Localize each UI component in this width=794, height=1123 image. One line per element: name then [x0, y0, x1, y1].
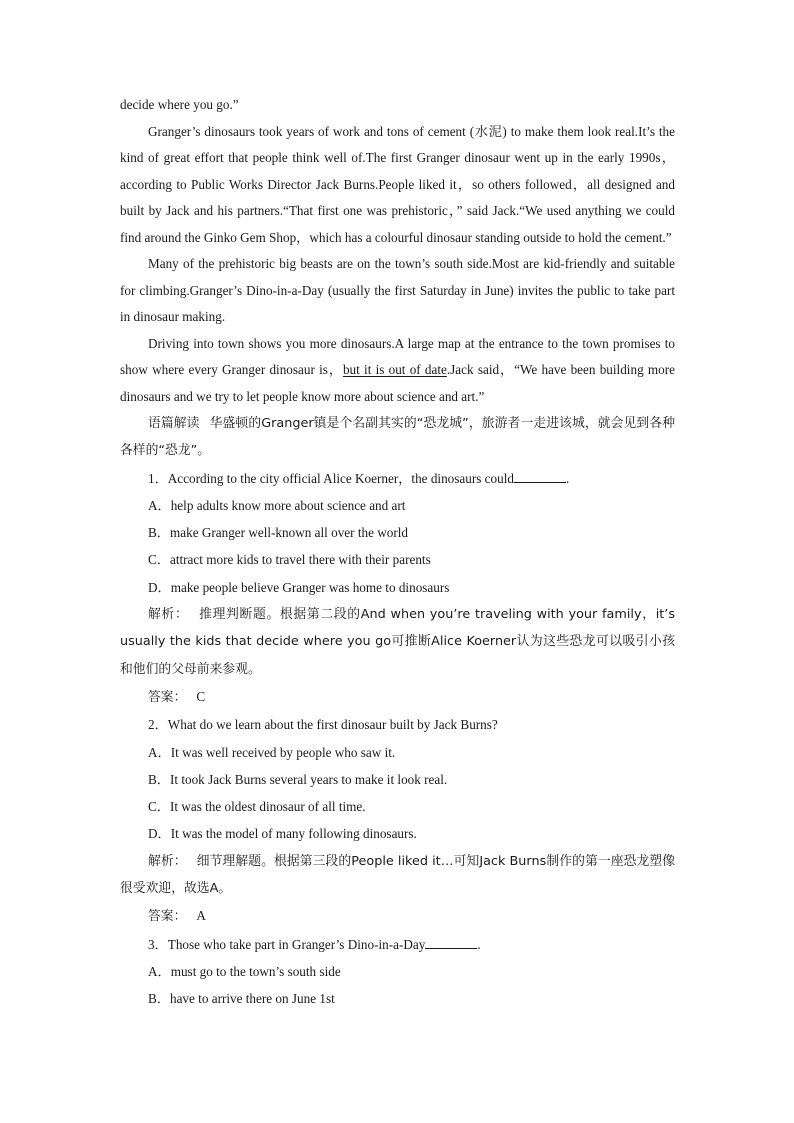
passage-paragraph-continued: decide where you go.”: [120, 97, 239, 112]
answer-blank: [514, 470, 566, 483]
answer-label: 答案：: [148, 909, 187, 925]
document-content: [120, 92, 675, 1013]
reading-summary: [120, 410, 675, 465]
question-1-option-d: D．make people believe Granger was home to dinosaurs: [148, 579, 450, 595]
question-3-option-a: A．must go to the town’s south side: [148, 963, 341, 979]
question-2-analysis: [120, 848, 675, 903]
question-3-stem: [120, 931, 675, 958]
analysis-label: 解析：: [148, 853, 187, 869]
passage-text: .Jack said，“We have been building more dinosaurs and we try to let people know more about science and art.”: [120, 362, 675, 404]
passage-text: Driving into town shows you more dinosaurs.A large map at the entrance to the town promises to show where every Granger dinosaur is，: [120, 335, 675, 377]
question-1-option-a: A．help adults know more about science and art: [148, 497, 406, 513]
question-1-analysis: [120, 601, 675, 683]
passage-paragraph: Granger’s dinosaurs took years of work and tons of cement (水泥) to make them look real.It’s the kind of great effort that people think well of.The first Granger dinosaur went up in the early 1990s，according to Public Works Director Jack Burns.People liked it，so others followed，all designed and built by Jack and his partners.“That first one was prehistoric，” said Jack.“We used anything we could find around the Ginko Gem Shop，which has a colourful dinosaur standing outside to hold the cement.”: [120, 123, 675, 245]
analysis-text: 细节理解题。根据第三段的People liked it…可知Jack Burns制作的第一座恐龙塑像很受欢迎，故选A。: [120, 853, 676, 897]
reading-summary-label: 语篇解读: [148, 416, 200, 431]
question-3-option-b: B．have to arrive there on June 1st: [148, 991, 335, 1007]
question-stem-end: .: [477, 936, 481, 952]
question-2-option-d: D．It was the model of many following dinosaurs.: [148, 826, 417, 842]
answer-label: 答案：: [148, 689, 187, 705]
analysis-text: 推理判断题。根据第二段的And when you’re traveling with your family，it’s usually the kids that decide where you go可推断Alice Koerner认为这些恐龙可以吸引小孩和他们的父母前来参观。: [120, 607, 676, 677]
passage-paragraph: [120, 331, 675, 411]
question-stem-text: 3．Those who take part in Granger’s Dino-in-a-Day: [148, 936, 426, 952]
answer-value: A: [196, 908, 206, 924]
question-2-option-a: A．It was well received by people who saw it.: [148, 744, 396, 760]
question-stem-end: .: [565, 470, 570, 486]
analysis-label: 解析：: [148, 607, 189, 623]
question-2-stem: 2．What do we learn about the first dinosaur built by Jack Burns?: [148, 717, 498, 733]
question-stem-text: 1．According to the city official Alice Koerner，the dinosaurs could: [148, 470, 514, 486]
question-1-option-b: B．make Granger well-known all over the world: [148, 525, 409, 541]
answer-blank: [425, 936, 477, 949]
question-1-option-c: C．attract more kids to travel there with their parents: [148, 552, 431, 568]
underlined-phrase: but it is out of date: [342, 362, 447, 377]
answer-value: C: [196, 688, 206, 704]
reading-summary-text: 华盛顿的Granger镇是个名副其实的“恐龙城”，旅游者一走进该城，就会见到各种各样的“恐龙”。: [120, 416, 676, 459]
question-2-answer: [120, 902, 675, 930]
question-2-option-b: B．It took Jack Burns several years to make it look real.: [148, 771, 448, 787]
question-1-answer: [120, 683, 675, 711]
question-2-option-c: C．It was the oldest dinosaur of all time.: [148, 799, 366, 815]
passage-paragraph: Many of the prehistoric big beasts are on the town’s south side.Most are kid-friendly and suitable for climbing.Granger’s Dino-in-a-Day (usually the first Saturday in June) invites the public to take part in dinosaur making.: [120, 256, 675, 324]
question-1-stem: [120, 465, 675, 492]
